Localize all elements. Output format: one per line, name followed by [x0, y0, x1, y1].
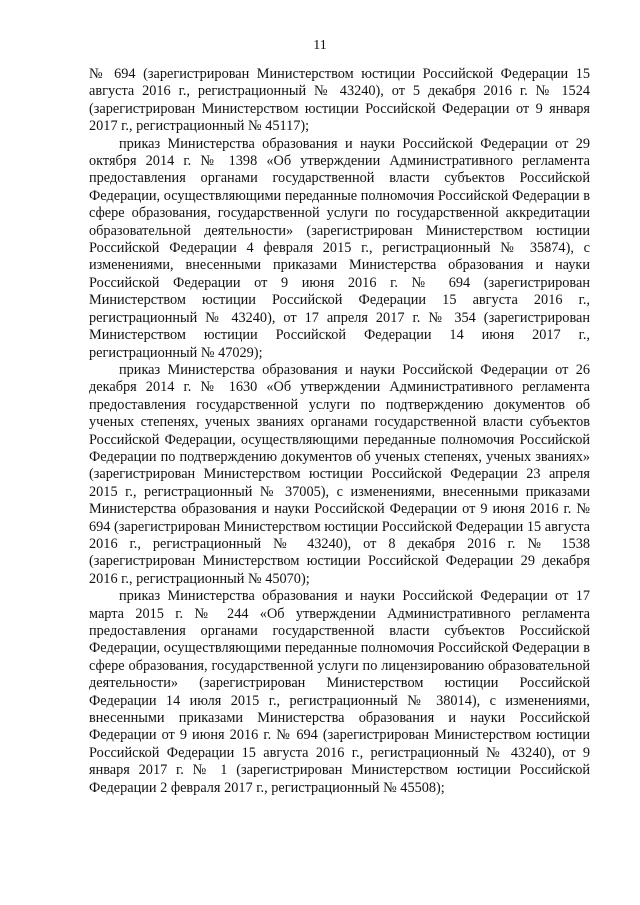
paragraph-3: приказ Министерства образования и науки Российской Федерации от 26 декабря 2014 г. № 1630 «Об утверждении Административного регламента предоставления государственной услуги по подтверждению документов об ученых степенях, ученых званиях органами государственной власти субъектов Российской Федерации, осуществляющими переданные полномочия Российской Федерации по подтверждению документов об ученых степенях, ученых званиях» (зарегистрирован Министерством юстиции Российской Федерации 23 апреля 2015 г., регистрационный № 37005), с изменениями, внесенными приказами Министерства образования и науки Российской Федерации от 9 июня 2016 г. № 694 (зарегистрирован Министерством юстиции Российской Федерации 15 августа 2016 г., регистрационный № 43240), от 8 декабря 2016 г. № 1538 (зарегистрирован Министерством юстиции Российской Федерации 29 декабря 2016 г., регистрационный № 45070);	[89, 361, 590, 587]
paragraph-4: приказ Министерства образования и науки Российской Федерации от 17 марта 2015 г. № 244 «Об утверждении Административного регламента предоставления органами государственной власти субъектов Российской Федерации, осуществляющими переданные полномочия Российской Федерации в сфере образования, государственной услуги по лицензированию образовательной деятельности» (зарегистрирован Министерством юстиции Российской Федерации 14 июля 2015 г., регистрационный № 38014), с изменениями, внесенными приказами Министерства образования и науки Российской Федерации от 9 июня 2016 г. № 694 (зарегистрирован Министерством юстиции Российской Федерации 15 августа 2016 г., регистрационный № 43240), от 9 января 2017 г. № 1 (зарегистрирован Министерством юстиции Российской Федерации 2 февраля 2017 г., регистрационный № 45508);	[89, 588, 590, 796]
paragraph-2: приказ Министерства образования и науки Российской Федерации от 29 октября 2014 г. № 1398 «Об утверждении Административного регламента предоставления органами государственной власти субъектов Российской Федерации, осуществляющими переданные полномочия Российской Федерации в сфере образования, государственной услуги по государственной аккредитации образовательной деятельности» (зарегистрирован Министерством юстиции Российской Федерации 4 февраля 2015 г., регистрационный № 35874), с изменениями, внесенными приказами Министерства образования и науки Российской Федерации от 9 июня 2016 г. № 694 (зарегистрирован Министерством юстиции Российской Федерации 15 августа 2016 г., регистрационный № 43240), от 17 апреля 2017 г. № 354 (зарегистрирован Министерством юстиции Российской Федерации 14 июня 2017 г., регистрационный № 47029);	[89, 135, 590, 361]
document-body	[89, 66, 590, 797]
page-number: 11	[313, 38, 327, 53]
paragraph-1: № 694 (зарегистрирован Министерством юстиции Российской Федерации 15 августа 2016 г., регистрационный № 43240), от 5 декабря 2016 г. № 1524 (зарегистрирован Министерством юстиции Российской Федерации от 9 января 2017 г., регистрационный № 45117);	[89, 66, 590, 135]
